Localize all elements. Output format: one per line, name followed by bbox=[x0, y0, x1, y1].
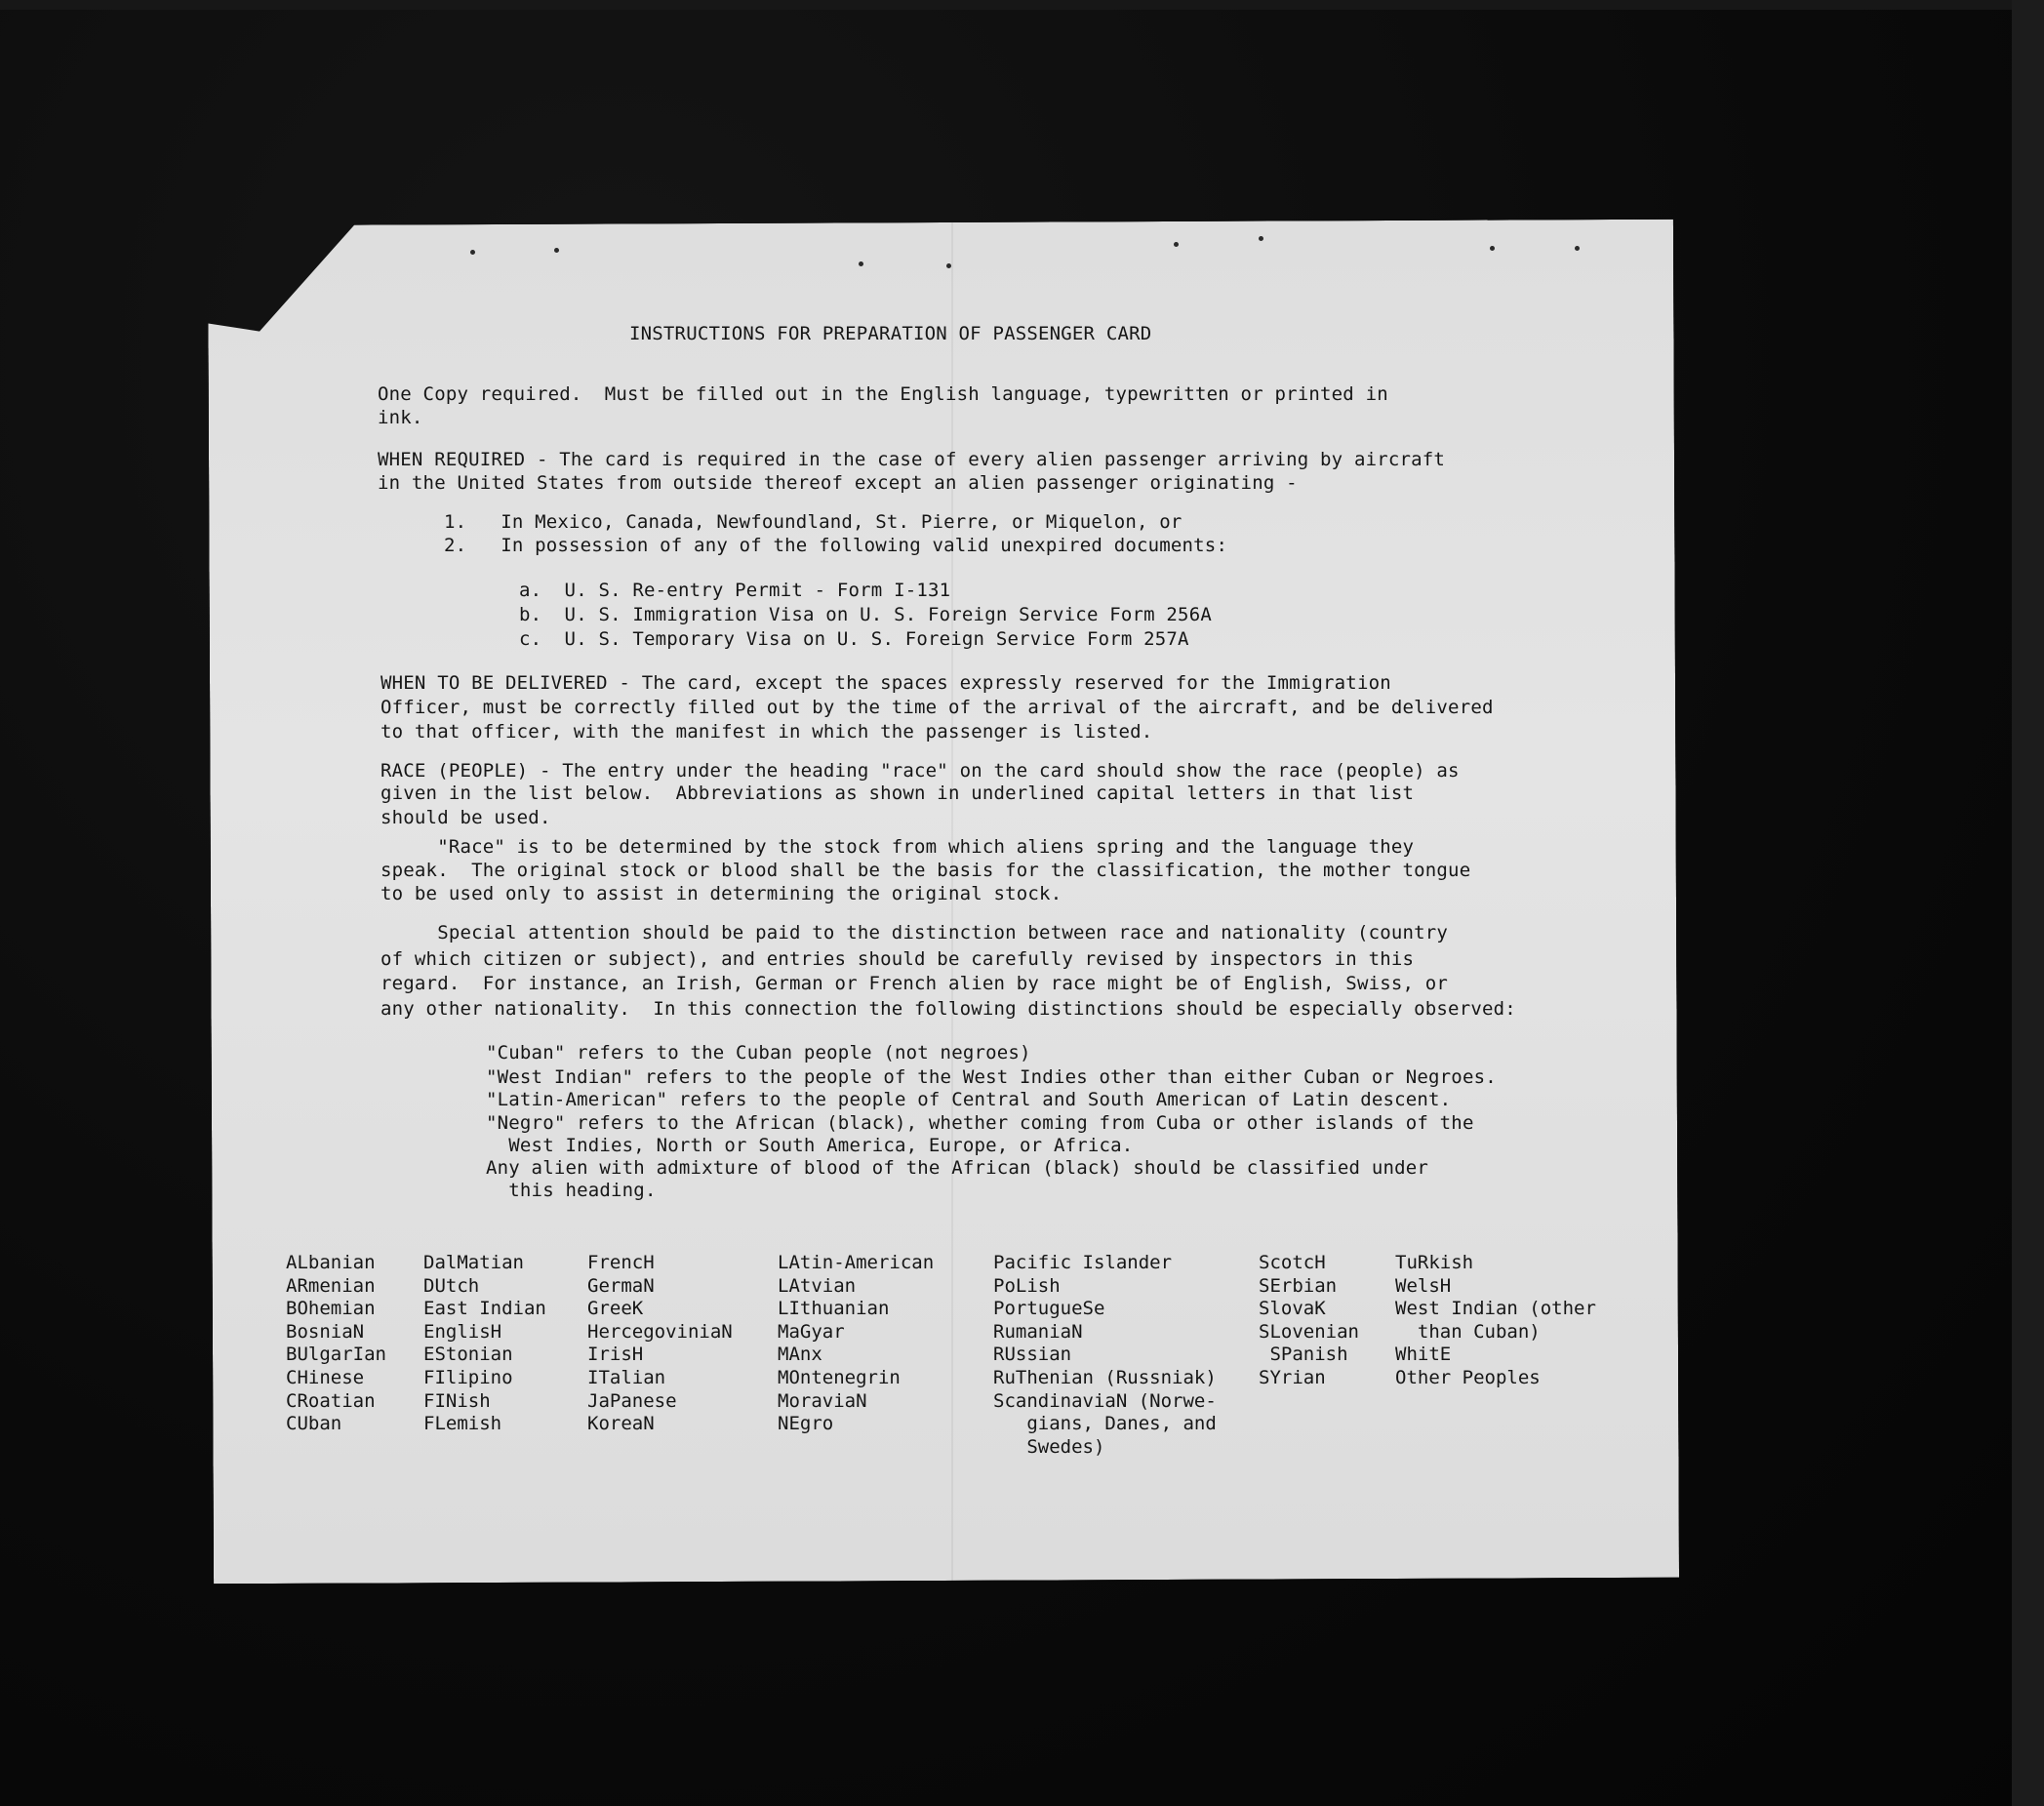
punch-hole bbox=[470, 250, 475, 255]
punch-hole bbox=[1490, 246, 1495, 251]
race-list-column bbox=[423, 1252, 546, 1436]
distinction-line: West Indies, North or South America, Europe, or Africa. bbox=[486, 1135, 1134, 1156]
intro-line: One Copy required. Must be filled out in the English language, typewritten or printed in bbox=[378, 383, 1388, 405]
race-list-column bbox=[778, 1252, 934, 1436]
race-list-item: than Cuban) bbox=[1395, 1320, 1541, 1343]
race-list-item: GermaN bbox=[587, 1274, 655, 1297]
race-list-column bbox=[1395, 1252, 1596, 1390]
punch-hole bbox=[859, 261, 863, 266]
race-list-item: ALbanian bbox=[286, 1252, 376, 1273]
special-attention-line: any other nationality. In this connection the following distinctions should be especially observed: bbox=[381, 998, 1516, 1020]
distinction-line: "Latin-American" refers to the people of Central and South American of Latin descent. bbox=[486, 1089, 1452, 1110]
numbered-item: 1. In Mexico, Canada, Newfoundland, St. Pierre, or Miquelon, or bbox=[444, 511, 1182, 533]
race-list-item: SLovenian bbox=[1259, 1320, 1359, 1343]
punch-hole bbox=[946, 263, 951, 268]
race-list-item: CHinese bbox=[286, 1366, 365, 1388]
race-list-item: RumaniaN bbox=[993, 1320, 1083, 1343]
race-people-line: RACE (PEOPLE) - The entry under the heading "race" on the card should show the race (people) as bbox=[381, 760, 1460, 782]
when-delivered-line: to that officer, with the manifest in which the passenger is listed. bbox=[381, 721, 1153, 742]
race-list-item: BUlgarIan bbox=[286, 1344, 386, 1366]
race-people-line: given in the list below. Abbreviations as shown in underlined capital letters in that list bbox=[381, 783, 1415, 804]
race-list-item: MaGyar bbox=[778, 1320, 845, 1343]
page-title: INSTRUCTIONS FOR PREPARATION OF PASSENGER CARD bbox=[629, 323, 1152, 344]
race-list-item: NEgro bbox=[778, 1413, 834, 1435]
punch-hole bbox=[1259, 236, 1263, 241]
lettered-item: a. U. S. Re-entry Permit - Form I-131 bbox=[519, 580, 951, 601]
race-list-item: Other Peoples bbox=[1395, 1366, 1541, 1388]
race-list-column bbox=[993, 1252, 1217, 1459]
race-list-item: IrisH bbox=[587, 1344, 644, 1366]
race-list-item: MoraviaN bbox=[778, 1389, 867, 1412]
distinction-line: this heading. bbox=[486, 1180, 657, 1201]
race-definition-line: "Race" is to be determined by the stock from which aliens spring and the language they bbox=[381, 836, 1415, 858]
race-list-item: DalMatian bbox=[423, 1252, 524, 1273]
race-list-item: BOhemian bbox=[286, 1298, 376, 1320]
race-people-line: should be used. bbox=[381, 807, 551, 828]
special-attention-line: Special attention should be paid to the distinction between race and nationality (country bbox=[381, 922, 1449, 943]
when-required-line: in the United States from outside thereof except an alien passenger originating - bbox=[378, 472, 1298, 494]
distinction-line: "Negro" refers to the African (black), whether coming from Cuba or other islands of the bbox=[486, 1112, 1474, 1134]
race-list-item: MOntenegrin bbox=[778, 1366, 901, 1388]
race-list-item: gians, Danes, and bbox=[993, 1413, 1217, 1435]
race-list-item: LIthuanian bbox=[778, 1298, 890, 1320]
race-list-item: CUban bbox=[286, 1413, 342, 1435]
race-list-item: ARmenian bbox=[286, 1274, 376, 1297]
lettered-item: c. U. S. Temporary Visa on U. S. Foreign Service Form 257A bbox=[519, 628, 1189, 650]
numbered-item: 2. In possession of any of the following valid unexpired documents: bbox=[444, 535, 1228, 556]
race-list-item: RUssian bbox=[993, 1344, 1072, 1366]
punch-hole bbox=[1174, 242, 1179, 247]
race-list-item: WhitE bbox=[1395, 1344, 1452, 1366]
distinction-line: "West Indian" refers to the people of the West Indies other than either Cuban or Negroes. bbox=[486, 1066, 1497, 1088]
scan-top-edge bbox=[0, 0, 2044, 10]
scan-right-edge bbox=[2012, 0, 2044, 1806]
race-list-item: CRoatian bbox=[286, 1389, 376, 1412]
race-list-item: DUtch bbox=[423, 1274, 480, 1297]
punch-hole bbox=[554, 248, 559, 253]
when-delivered-line: WHEN TO BE DELIVERED - The card, except the spaces expressly reserved for the Immigration bbox=[381, 672, 1391, 694]
race-list-item: SErbian bbox=[1259, 1274, 1338, 1297]
race-list-item: East Indian bbox=[423, 1298, 546, 1320]
race-list-item: RuThenian (Russniak) bbox=[993, 1366, 1217, 1388]
race-list-item: TuRkish bbox=[1395, 1252, 1474, 1273]
race-definition-line: speak. The original stock or blood shall be the basis for the classification, the mother tongue bbox=[381, 860, 1471, 881]
race-list-item: SlovaK bbox=[1259, 1298, 1326, 1320]
race-list-column bbox=[587, 1252, 733, 1436]
race-list-item: MAnx bbox=[778, 1344, 822, 1366]
race-list-item: ScandinaviaN (Norwe- bbox=[993, 1389, 1217, 1412]
race-definition-line: to be used only to assist in determining the original stock. bbox=[381, 883, 1062, 904]
race-list-item: JaPanese bbox=[587, 1389, 677, 1412]
race-list-item: EStonian bbox=[423, 1344, 513, 1366]
race-list-item: ScotcH bbox=[1259, 1252, 1326, 1273]
race-list-item: ITalian bbox=[587, 1366, 666, 1388]
distinction-line: "Cuban" refers to the Cuban people (not negroes) bbox=[486, 1042, 1031, 1064]
distinction-line: Any alien with admixture of blood of the African (black) should be classified under bbox=[486, 1157, 1429, 1179]
special-attention-line: regard. For instance, an Irish, German or French alien by race might be of English, Swiss, or bbox=[381, 973, 1449, 994]
when-required-line: WHEN REQUIRED - The card is required in the case of every alien passenger arriving by aircraft bbox=[378, 449, 1446, 470]
race-list-item: LAtvian bbox=[778, 1274, 857, 1297]
race-list-item: SYrian bbox=[1259, 1366, 1326, 1388]
race-list-item: GreeK bbox=[587, 1298, 644, 1320]
race-list-item: FrencH bbox=[587, 1252, 655, 1273]
race-list-item: FLemish bbox=[423, 1413, 502, 1435]
special-attention-line: of which citizen or subject), and entries should be carefully revised by inspectors in this bbox=[381, 948, 1415, 970]
race-list-item: WelsH bbox=[1395, 1274, 1452, 1297]
intro-line: ink. bbox=[378, 407, 423, 428]
race-list-item: PortugueSe bbox=[993, 1298, 1105, 1320]
race-list-item: BosniaN bbox=[286, 1320, 365, 1343]
race-list-item: FINish bbox=[423, 1389, 491, 1412]
when-delivered-line: Officer, must be correctly filled out by the time of the arrival of the aircraft, and be delivered bbox=[381, 697, 1494, 718]
race-list-item: EnglisH bbox=[423, 1320, 502, 1343]
race-list-item: PoLish bbox=[993, 1274, 1061, 1297]
race-list-item: FIlipino bbox=[423, 1366, 513, 1388]
race-list-item: SPanish bbox=[1259, 1344, 1348, 1366]
race-list-item: LAtin-American bbox=[778, 1252, 935, 1273]
lettered-item: b. U. S. Immigration Visa on U. S. Foreign Service Form 256A bbox=[519, 604, 1212, 625]
race-list-item: Swedes) bbox=[993, 1435, 1105, 1458]
race-list-column bbox=[286, 1252, 386, 1436]
punch-hole bbox=[1575, 246, 1580, 251]
race-list-item: West Indian (other bbox=[1395, 1298, 1596, 1320]
race-list-column bbox=[1259, 1252, 1359, 1390]
race-list-item: HercegoviniaN bbox=[587, 1320, 733, 1343]
race-list-item: Pacific Islander bbox=[993, 1252, 1173, 1273]
race-list-item: KoreaN bbox=[587, 1413, 655, 1435]
